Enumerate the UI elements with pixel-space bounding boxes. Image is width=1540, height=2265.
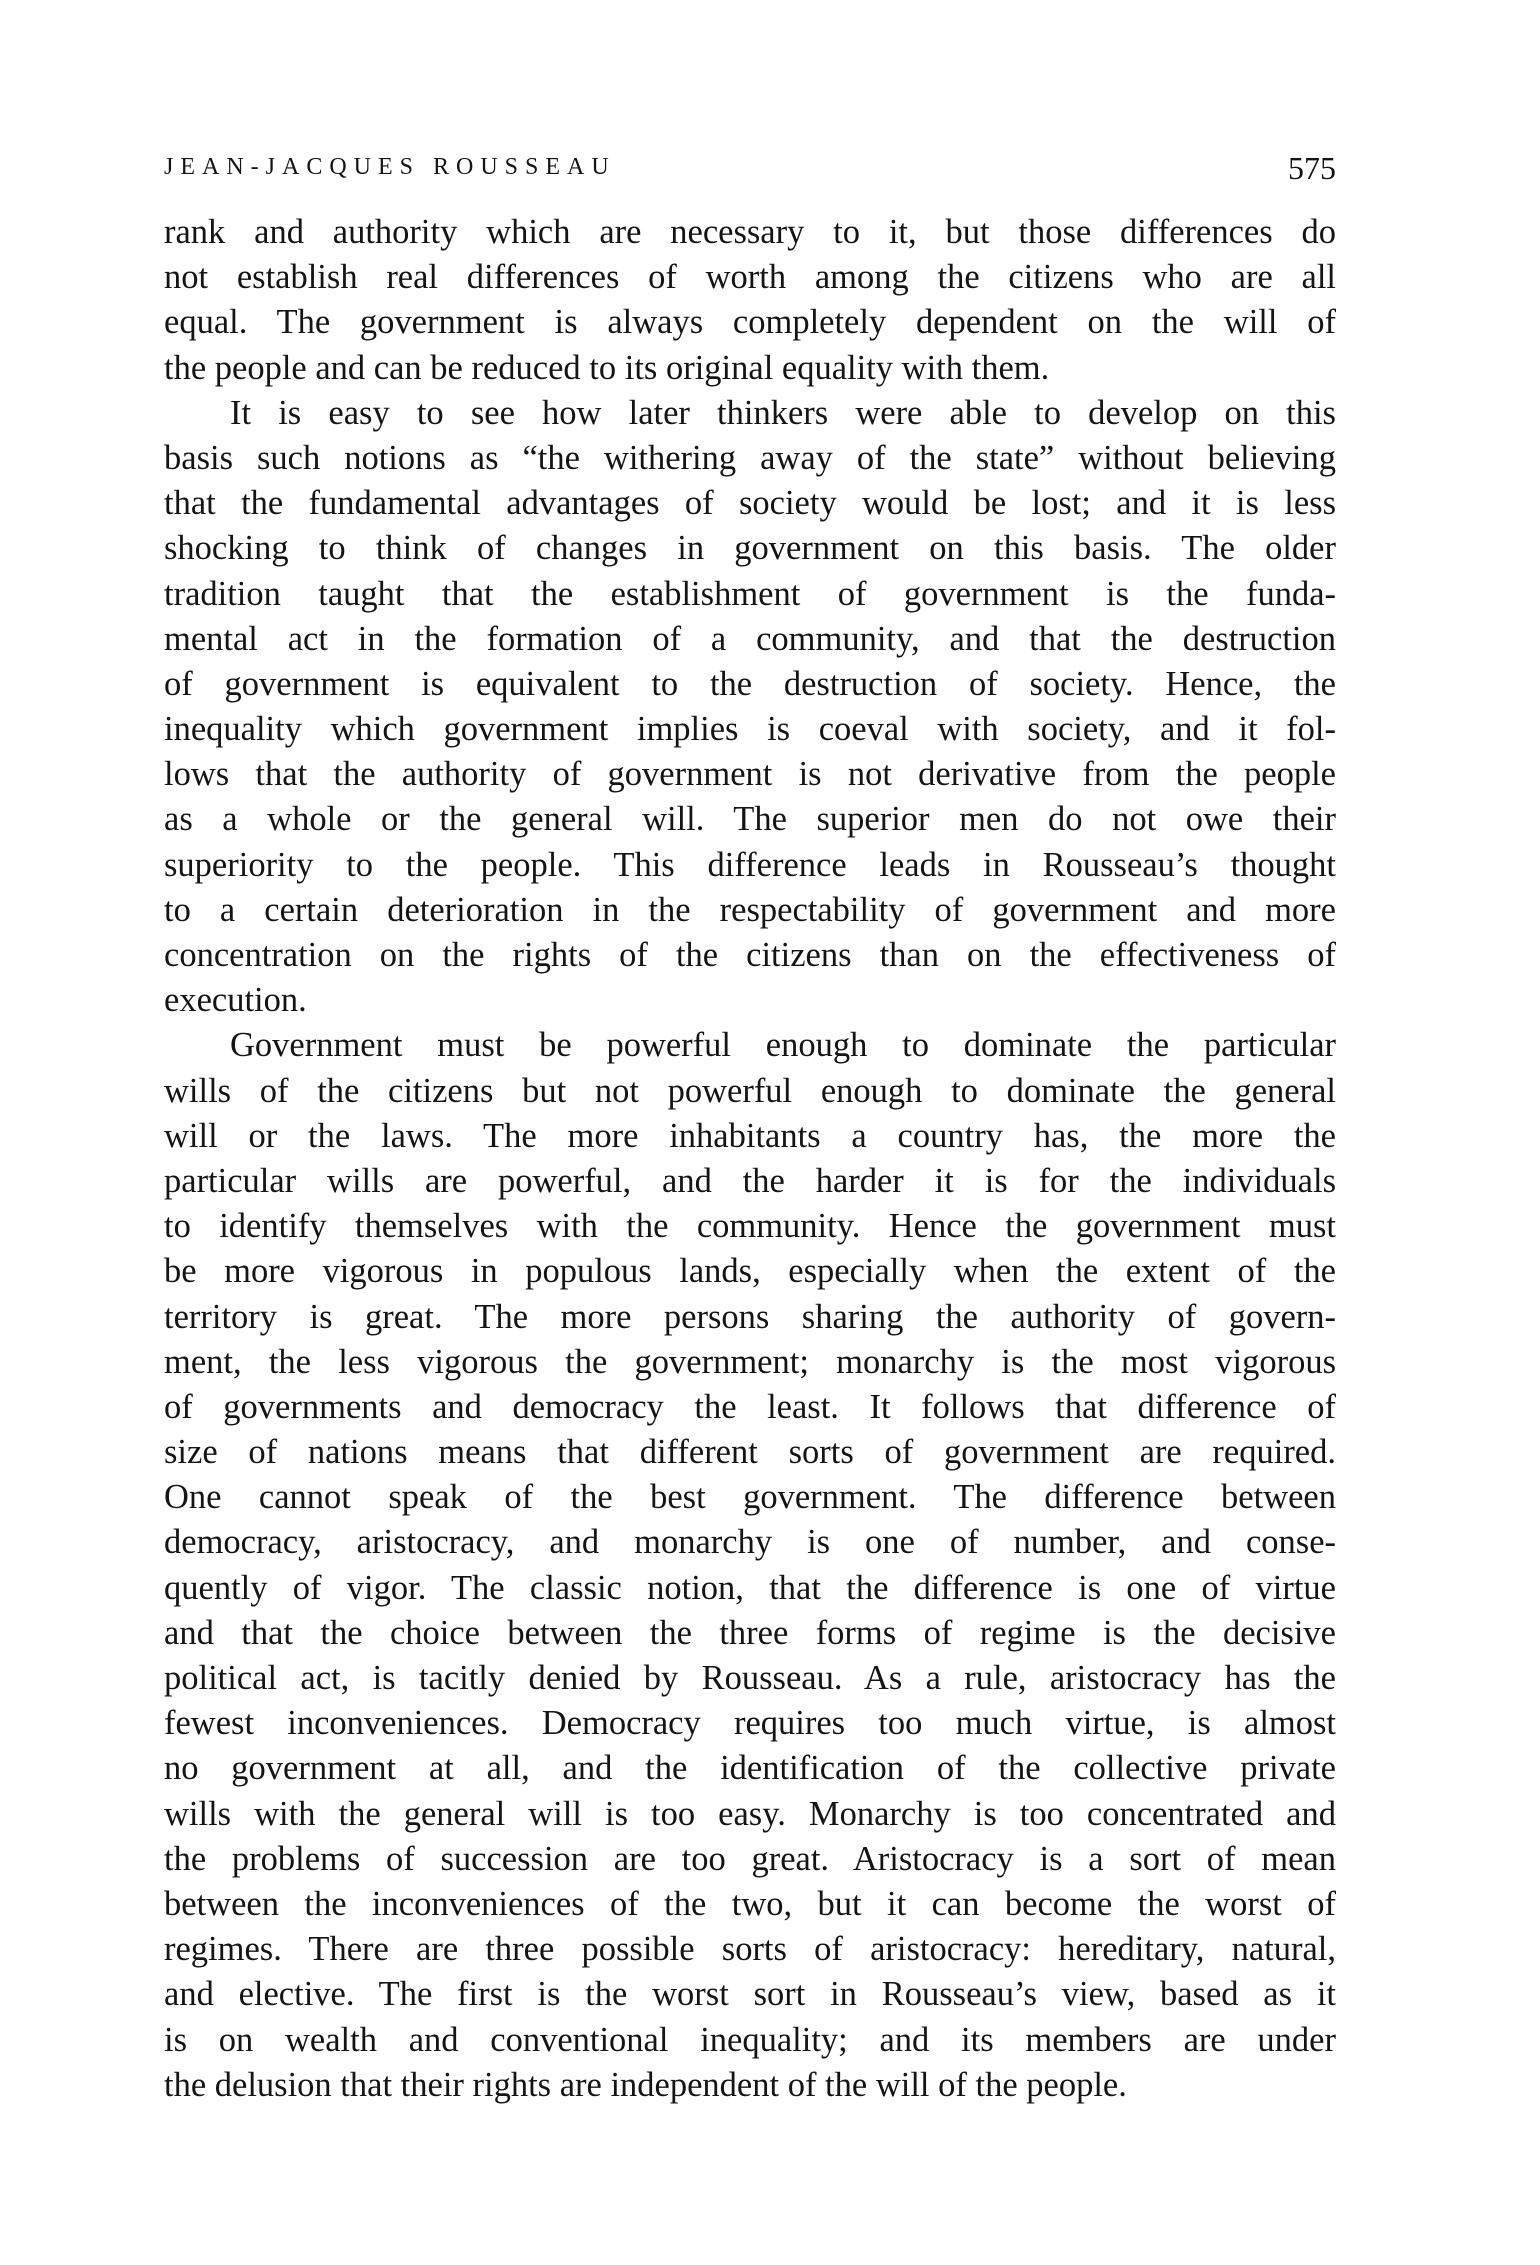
text-line: will or the laws. The more inhabitants a country has, the more the <box>164 1116 1336 1155</box>
text-line: to identify themselves with the community. Hence the government must <box>164 1207 1336 1246</box>
text-line: of governments and democracy the least. It follows that difference of <box>164 1387 1336 1426</box>
text-line: concentration on the rights of the citizens than on the effectiveness of <box>164 936 1336 974</box>
text-line: wills with the general will is too easy. Monarchy is too concentrated and <box>164 1794 1336 1833</box>
text-line: and elective. The first is the worst sort in Rousseau’s view, based as it <box>164 1975 1336 2014</box>
text-line: the problems of succession are too great. Aristocracy is a sort of mean <box>164 1839 1336 1878</box>
text-line: It is easy to see how later thinkers were able to develop on this <box>230 393 1336 432</box>
text-line: equal. The government is always completely dependent on the will of <box>164 303 1336 342</box>
text-line: mental act in the formation of a community, and that the destruction <box>164 619 1336 658</box>
text-line: rank and authority which are necessary to it, but those differences do <box>164 213 1336 251</box>
text-line: Government must be powerful enough to dominate the particular <box>230 1026 1336 1065</box>
text-line: One cannot speak of the best government. The difference between <box>164 1478 1336 1517</box>
text-line: quently of vigor. The classic notion, that the difference is one of virtue <box>164 1568 1336 1607</box>
text-line: particular wills are powerful, and the harder it is for the individuals <box>164 1161 1336 1200</box>
text-line: is on wealth and conventional inequality; and its members are under <box>164 2020 1336 2059</box>
text-line: territory is great. The more persons sharing the authority of govern- <box>164 1297 1336 1336</box>
text-line: size of nations means that different sorts of government are required. <box>164 1433 1336 1472</box>
text-line: shocking to think of changes in government on this basis. The older <box>164 529 1336 568</box>
running-head <box>164 150 1336 190</box>
text-line: regimes. There are three possible sorts of aristocracy: hereditary, natural, <box>164 1930 1336 1969</box>
text-line: inequality which government implies is coeval with society, and it fol- <box>164 710 1336 749</box>
text-line: wills of the citizens but not powerful enough to dominate the general <box>164 1071 1336 1110</box>
text-line: the people and can be reduced to its original equality with them. <box>164 348 1050 387</box>
text-line: democracy, aristocracy, and monarchy is one of number, and conse- <box>164 1523 1336 1562</box>
text-line: lows that the authority of government is not derivative from the people <box>164 755 1336 794</box>
text-line: tradition taught that the establishment of government is the funda- <box>164 574 1336 613</box>
text-line: that the fundamental advantages of society would be lost; and it is less <box>164 484 1336 523</box>
text-line: of government is equivalent to the destruction of society. Hence, the <box>164 664 1336 703</box>
text-line: to a certain deterioration in the respectability of government and more <box>164 890 1336 929</box>
text-line: basis such notions as “the withering away of the state” without believing <box>164 438 1336 477</box>
text-line: not establish real differences of worth among the citizens who are all <box>164 258 1336 297</box>
text-line: and that the choice between the three forms of regime is the decisive <box>164 1613 1336 1652</box>
text-line: fewest inconveniences. Democracy requires too much virtue, is almost <box>164 1704 1336 1743</box>
text-line: political act, is tacitly denied by Rousseau. As a rule, aristocracy has the <box>164 1659 1336 1697</box>
running-title: JEAN-JACQUES ROUSSEAU <box>164 154 616 180</box>
body-text <box>164 210 1336 2108</box>
text-line: superiority to the people. This difference leads in Rousseau’s thought <box>164 845 1336 884</box>
text-line: the delusion that their rights are independent of the will of the people. <box>164 2065 1127 2104</box>
text-line: no government at all, and the identification of the collective private <box>164 1749 1336 1788</box>
text-line: execution. <box>164 981 307 1020</box>
text-line: be more vigorous in populous lands, especially when the extent of the <box>164 1252 1336 1291</box>
text-line: ment, the less vigorous the government; monarchy is the most vigorous <box>164 1342 1336 1381</box>
text-line: as a whole or the general will. The superior men do not owe their <box>164 800 1336 839</box>
page-number: 575 <box>1288 150 1336 186</box>
text-line: between the inconveniences of the two, but it can become the worst of <box>164 1884 1336 1923</box>
